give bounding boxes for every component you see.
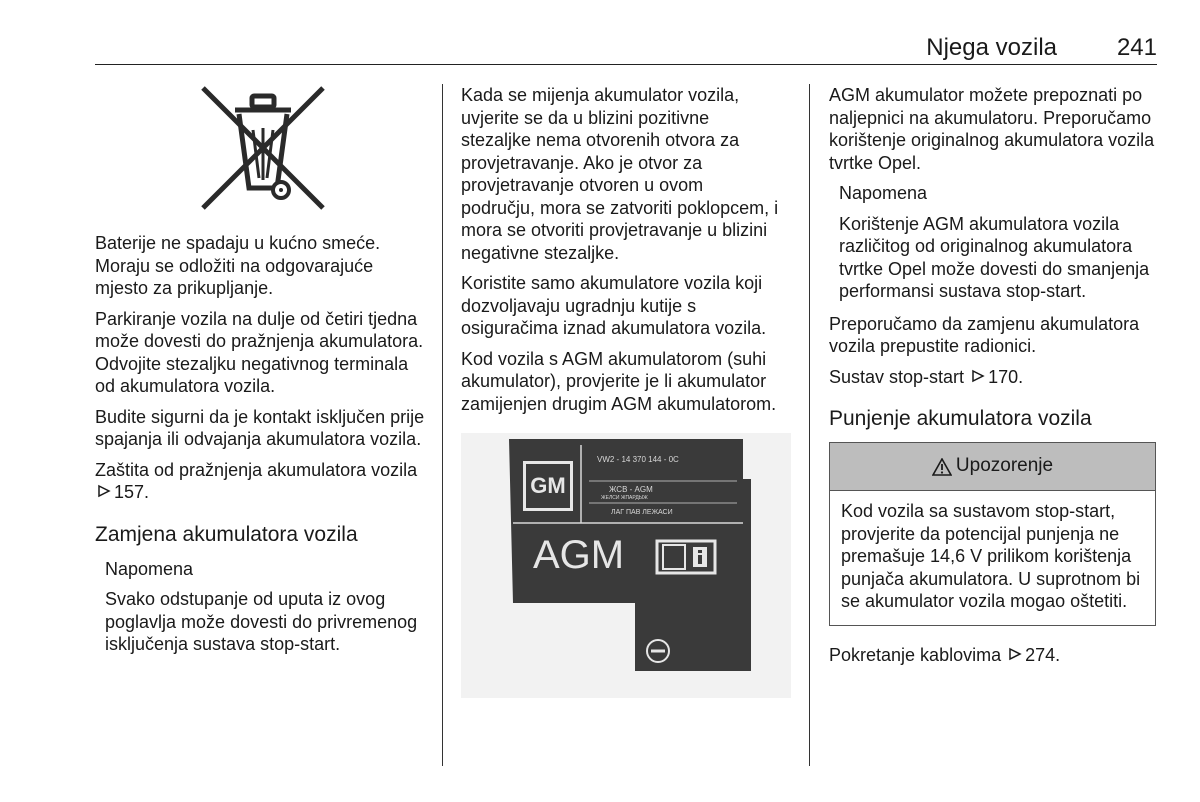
- column-1: [95, 84, 430, 666]
- paragraph: Parkiranje vozila na dulje od četiri tjedna može dovesti do pražnjenja akumulatora. Odvojite stezaljku negativnog terminala od akumulatora vozila.: [95, 308, 424, 396]
- reference-text: Sustav stop-start: [829, 366, 965, 387]
- page-number: 241: [1116, 34, 1157, 61]
- section-title: Njega vozila: [926, 34, 1057, 61]
- warning-box: [829, 442, 1156, 626]
- paragraph-with-reference: [95, 459, 430, 506]
- warning-header: [830, 443, 1155, 491]
- reference-page[interactable]: 274.: [1025, 644, 1061, 665]
- section-heading: Punjenje akumulatora vozila: [829, 407, 1092, 430]
- paragraph: Koristite samo akumulatore vozila koji dozvoljavaju ugradnju kutije s osiguračima iznad akumulatora vozila.: [461, 273, 767, 338]
- column-3: [829, 84, 1159, 676]
- paragraph: AGM akumulator možete prepoznati po naljepnici na akumulatoru. Preporučamo korištenje originalnog akumulatora vozila tvrtke Opel.: [829, 85, 1155, 173]
- paragraph: Budite sigurni da je kontakt isključen prije spajanja ili odvajanja akumulatora vozila.: [95, 406, 425, 449]
- paragraph: Preporučamo da zamjenu akumulatora vozila prepustite radionici.: [829, 313, 1140, 356]
- note-body: Korištenje AGM akumulatora vozila različitog od originalnog akumulatora tvrtke Opel može dovesti do smanjenja performansi sustava stop-start.: [839, 213, 1150, 301]
- page-reference-icon: [1008, 644, 1022, 667]
- reference-page[interactable]: 157.: [114, 482, 150, 502]
- reference-page[interactable]: 170.: [988, 366, 1024, 387]
- label-code: VW2 - 14 370 144 - 0C: [597, 455, 679, 464]
- paragraph: Kod vozila s AGM akumulatorom (suhi akumulator), provjerite je li akumulator zamijenjen drugim AGM akumulatorom.: [461, 348, 777, 414]
- note-block: [829, 182, 1159, 303]
- gm-logo: GM: [523, 461, 573, 511]
- label-line: ЖЕЛСИ ЖПАРДЫЖ: [601, 495, 648, 501]
- note-title: Napomena: [105, 558, 194, 579]
- warning-triangle-icon: [932, 458, 952, 476]
- page-reference-icon: [971, 366, 985, 389]
- paragraph: Baterije ne spadaju u kućno smeće. Moraju se odložiti na odgovarajuće mjesto za prikupljanje.: [95, 233, 381, 298]
- note-title: Napomena: [839, 183, 928, 203]
- note-block: [95, 558, 430, 656]
- page-header: [95, 30, 1157, 66]
- reference-text: Pokretanje kablovima: [829, 644, 1002, 665]
- page-reference-icon: [97, 481, 111, 504]
- column-divider-1: [442, 84, 443, 766]
- label-line: ЖСВ - АGM: [609, 485, 653, 494]
- paragraph-with-reference: [829, 366, 1159, 391]
- header-divider: [95, 64, 1157, 65]
- column-divider-2: [809, 84, 810, 766]
- note-body: Svako odstupanje od uputa iz ovog poglavlja može dovesti do privremenog isključenja sustava stop-start.: [105, 589, 418, 654]
- agm-label-text: AGM: [533, 533, 625, 577]
- section-heading: Zamjena akumulatora vozila: [95, 522, 358, 546]
- paragraph-with-reference: [829, 644, 1159, 669]
- warning-body: Kod vozila sa sustavom stop-start, provjerite da potencijal punjenja ne premašuje 14,6 V prilikom korištenja punjača akumulatora. U suprotnom bi se akumulator vozila mogao oštetiti.: [841, 501, 1141, 611]
- paragraph: Kada se mijenja akumulator vozila, uvjerite se da u blizini pozitivne stezaljke nema otvorenih otvora za provjetravanje. Ako je otvor za provjetravanje otvoren u ovom području, mora se zatvoriti poklopcem, i mora se otvoriti provjetravanje u blizini negativne stezaljke.: [461, 85, 779, 263]
- agm-label-image: [461, 433, 791, 698]
- reference-text: Zaštita od pražnjenja akumulatora vozila: [95, 459, 418, 480]
- warning-title: Upozorenje: [955, 455, 1054, 477]
- label-line: ЛАГ ПАВ ЛЕЖАСИ: [611, 509, 673, 516]
- crossed-bin-icon: [95, 84, 430, 216]
- column-2: [461, 84, 781, 698]
